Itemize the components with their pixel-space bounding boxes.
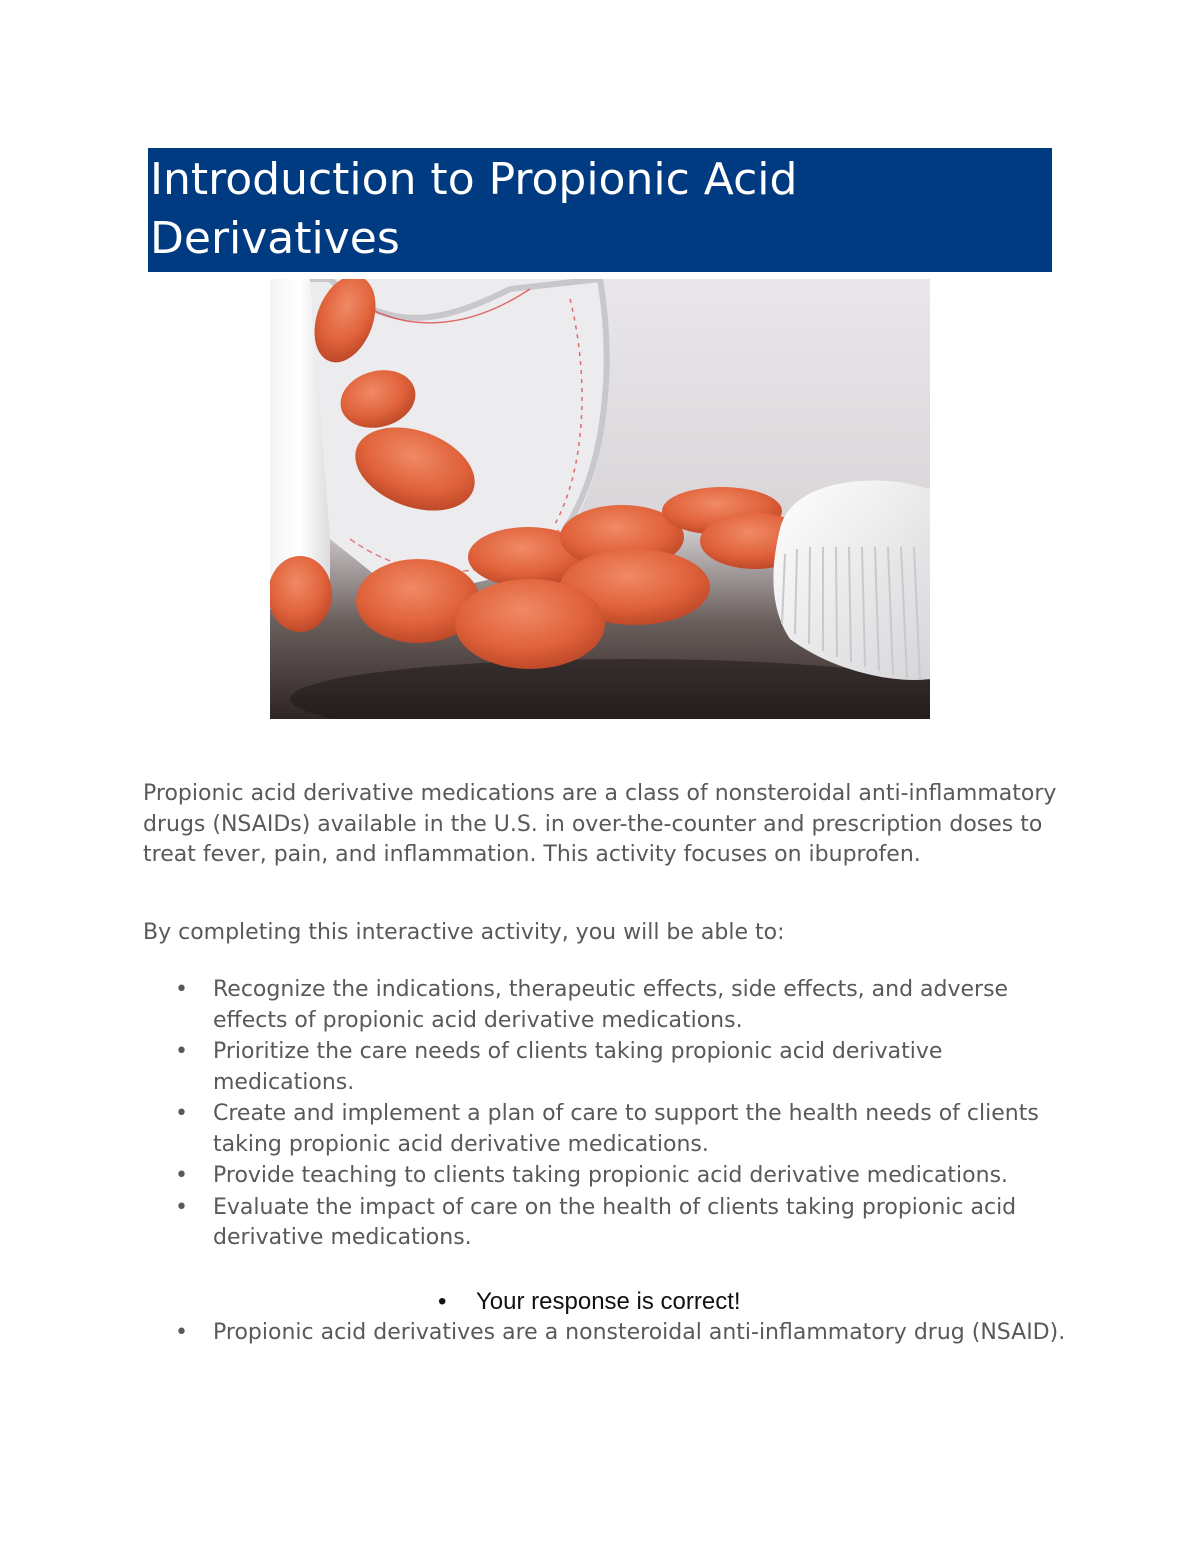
objective-text: Recognize the indications, therapeutic effects, side effects, and adverse effects of propionic acid derivative medications. — [213, 977, 1009, 1033]
bullet-icon: • — [438, 1288, 447, 1315]
objective-text: Prioritize the care needs of clients taking propionic acid derivative medications. — [213, 1039, 943, 1095]
response-feedback — [438, 1287, 741, 1317]
list-item — [143, 975, 1073, 1036]
extra-point-text: Propionic acid derivatives are a nonsteroidal anti-inflammatory drug (NSAID). — [213, 1320, 1066, 1345]
objective-text: Evaluate the impact of care on the health of clients taking propionic acid derivative medications. — [213, 1194, 1017, 1250]
objective-text: Provide teaching to clients taking propionic acid derivative medications. — [213, 1163, 1009, 1188]
bullet-icon: • — [175, 1039, 188, 1064]
bullet-icon: • — [175, 977, 188, 1002]
bullet-icon: • — [175, 1320, 188, 1345]
title-banner — [148, 148, 1052, 272]
tablets-photo — [270, 279, 930, 719]
feedback-message: Your response is correct! — [476, 1288, 741, 1315]
intro-paragraph: Propionic acid derivative medications are a class of nonsteroidal anti-inflammatory drugs (NSAIDs) available in the U.S. in over-the-counter and prescription doses to treat fever, pain, and inflammation. This activity focuses on ibuprofen. — [143, 781, 1057, 867]
list-item — [143, 1318, 1073, 1349]
objectives-list — [143, 975, 1073, 1255]
list-item — [143, 1161, 1073, 1192]
list-item — [143, 1193, 1073, 1254]
extra-points-list — [143, 1318, 1073, 1349]
bullet-icon: • — [175, 1163, 188, 1188]
bullet-icon: • — [175, 1101, 188, 1126]
list-item — [143, 1037, 1073, 1098]
objectives-lead-in: By completing this interactive activity, you will be able to: — [143, 920, 785, 945]
bullet-icon: • — [175, 1194, 188, 1220]
page-title: Introduction to Propionic Acid Derivatives — [150, 154, 798, 264]
list-item — [143, 1099, 1073, 1160]
objective-text: Create and implement a plan of care to support the health needs of clients taking propionic acid derivative medications. — [213, 1101, 1039, 1157]
